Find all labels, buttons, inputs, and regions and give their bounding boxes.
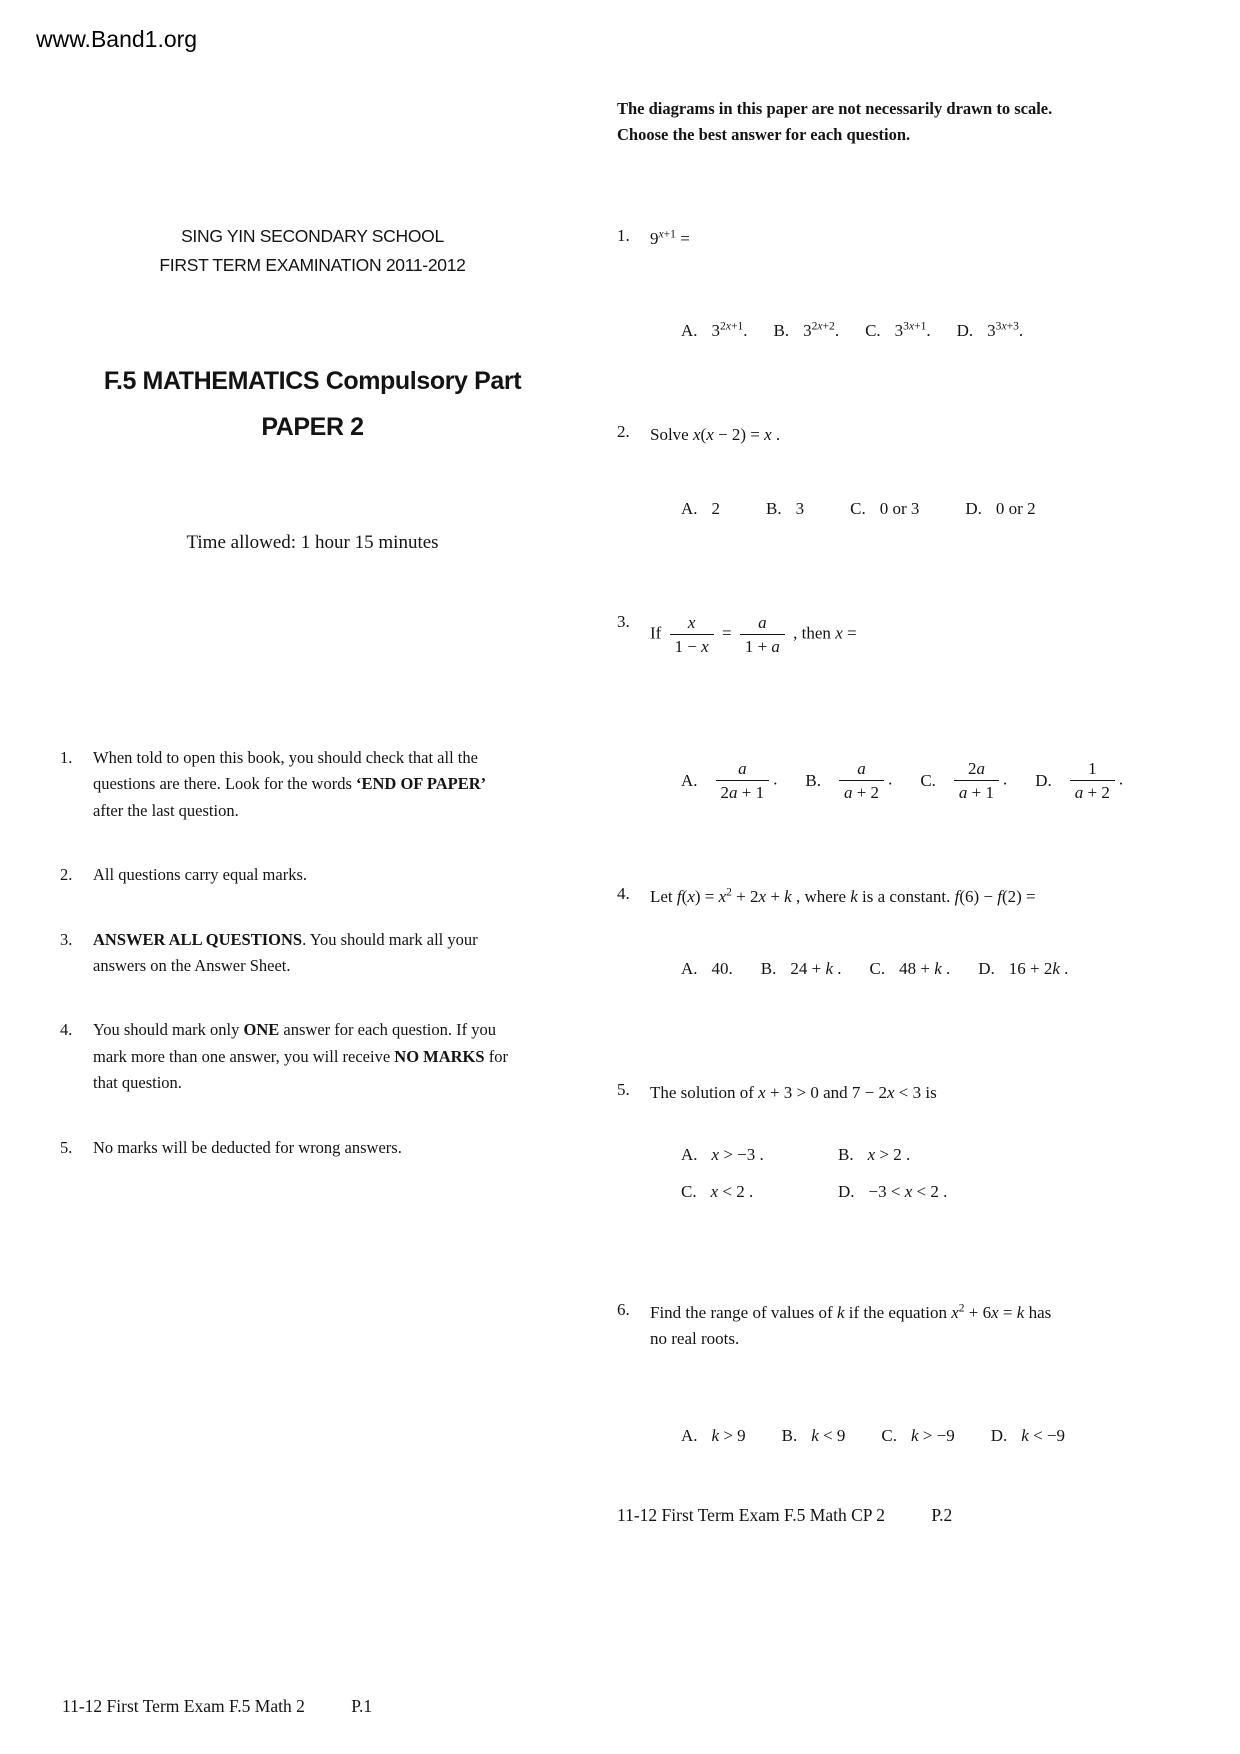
answer-option bbox=[920, 758, 1007, 804]
fraction: $\frac{a}{1 + a}$ bbox=[740, 612, 785, 658]
time-allowed: Time allowed: 1 hour 15 minutes bbox=[186, 532, 439, 553]
option-value: $3^{3x+3}$. bbox=[987, 318, 1024, 340]
instruction-item bbox=[60, 1017, 508, 1096]
option-value: $3^{2x+1}$. bbox=[711, 318, 748, 340]
questions-page-column bbox=[617, 0, 1124, 1754]
option-value: x < 2 . bbox=[710, 1182, 754, 1201]
question-options bbox=[681, 1423, 1117, 1449]
questions-header bbox=[617, 96, 1097, 149]
answer-option bbox=[681, 318, 748, 344]
fraction: $\frac{a}{a + 2}$ bbox=[839, 758, 884, 804]
question-stem: Solve x(x − 2) = x . bbox=[650, 425, 781, 444]
question-options bbox=[681, 1142, 1117, 1205]
paper-title-block bbox=[60, 358, 565, 451]
option-letter: B. bbox=[805, 770, 821, 790]
fraction: $\frac{2a}{a + 1}$ bbox=[954, 758, 999, 804]
school-name: SING YIN SECONDARY SCHOOL bbox=[181, 226, 444, 246]
instructions-list bbox=[60, 745, 508, 1199]
option-letter: B. bbox=[766, 498, 782, 518]
answer-option bbox=[838, 1179, 1117, 1205]
option-value: 48 + k . bbox=[899, 958, 951, 978]
option-letter: B. bbox=[781, 1426, 798, 1445]
answer-option bbox=[870, 956, 951, 982]
option-letter: D. bbox=[965, 498, 982, 518]
instruction-number: 4. bbox=[60, 1020, 73, 1040]
option-letter: D. bbox=[978, 958, 995, 978]
instruction-item bbox=[60, 1135, 508, 1161]
question-stem: Let $f(x) = x^2 + 2x + k$ , where k is a constant. f(6) − f(2) = bbox=[650, 885, 1036, 906]
instruction-text: ANSWER ALL QUESTIONS. You should mark all your answers on the Answer Sheet. bbox=[93, 929, 478, 975]
site-watermark: www.Band1.org bbox=[36, 26, 198, 52]
answer-option bbox=[681, 956, 733, 982]
instruction-item bbox=[60, 862, 508, 888]
instruction-text: When told to open this book, you should check that all the questions are there. Look for the words ‘END OF PAPER’ after the last question. bbox=[93, 748, 487, 820]
question-stem: $9^{x+1}$ = bbox=[650, 227, 690, 248]
option-value: 40. bbox=[711, 958, 733, 978]
footer-page-number: P.2 bbox=[931, 1505, 953, 1525]
question-number: 1. bbox=[617, 226, 630, 245]
option-letter: C. bbox=[850, 498, 866, 518]
question-stem: The solution of x + 3 > 0 and 7 − 2x < 3 is bbox=[650, 1083, 937, 1102]
answer-option bbox=[850, 496, 919, 522]
answer-option bbox=[965, 496, 1035, 522]
question-body bbox=[650, 612, 1123, 803]
question-body bbox=[650, 1300, 1117, 1449]
option-value: $\frac{a}{a + 2}$ . bbox=[835, 758, 892, 804]
answer-option bbox=[957, 318, 1024, 344]
option-letter: A. bbox=[681, 320, 698, 340]
cover-page-column bbox=[60, 0, 565, 1754]
option-letter: B. bbox=[773, 320, 790, 340]
option-value: $3^{2x+2}$. bbox=[803, 318, 840, 340]
option-letter: C. bbox=[865, 320, 881, 340]
option-value: k > 9 bbox=[711, 1426, 746, 1445]
option-letter: D. bbox=[1035, 770, 1052, 790]
option-letter: A. bbox=[681, 958, 698, 978]
instruction-text: All questions carry equal marks. bbox=[93, 865, 307, 885]
option-letter: C. bbox=[920, 770, 936, 790]
question-body bbox=[650, 422, 1117, 521]
footer-doc-label: 11-12 First Term Exam F.5 Math 2 bbox=[62, 1696, 305, 1716]
answer-option bbox=[774, 318, 840, 344]
question-number: 6. bbox=[617, 1300, 630, 1319]
footer-doc-label: 11-12 First Term Exam F.5 Math CP 2 bbox=[617, 1505, 885, 1525]
instruction-number: 2. bbox=[60, 865, 73, 885]
option-letter: A. bbox=[681, 498, 698, 518]
instruction-number: 5. bbox=[60, 1137, 73, 1157]
question-options bbox=[681, 758, 1123, 804]
answer-option bbox=[681, 1142, 838, 1168]
exam-session: FIRST TERM EXAMINATION 2011-2012 bbox=[159, 254, 466, 275]
footer-page-number: P.1 bbox=[351, 1696, 373, 1716]
answer-option bbox=[681, 496, 720, 522]
option-value: $\frac{1}{a + 2}$ . bbox=[1066, 758, 1123, 804]
option-value: $\frac{2a}{a + 1}$ . bbox=[950, 758, 1007, 804]
paper-title: F.5 MATHEMATICS Compulsory Part bbox=[103, 367, 522, 395]
header-scale-note: The diagrams in this paper are not necessarily drawn to scale. bbox=[617, 99, 1053, 118]
question-stem: If $\frac{x}{1 - x}$ = $\frac{a}{1 + a}$ , then x = bbox=[650, 613, 857, 657]
option-letter: D. bbox=[956, 320, 974, 340]
option-value: $\frac{a}{2a + 1}$ . bbox=[712, 758, 778, 804]
question-number: 2. bbox=[617, 422, 630, 441]
option-value: −3 < x < 2 . bbox=[868, 1182, 948, 1201]
answer-option bbox=[681, 1179, 838, 1205]
option-letter: A. bbox=[681, 1144, 698, 1164]
page-footer-left bbox=[62, 1696, 372, 1717]
header-choose-note: Choose the best answer for each question. bbox=[617, 125, 911, 145]
question-body bbox=[650, 884, 1117, 981]
answer-option bbox=[681, 758, 777, 804]
fraction: $\frac{1}{a + 2}$ bbox=[1070, 758, 1115, 804]
option-letter: B. bbox=[760, 958, 777, 978]
question-options bbox=[681, 318, 1117, 344]
question-item bbox=[617, 422, 1117, 521]
option-letter: C. bbox=[869, 958, 886, 978]
fraction: $\frac{x}{1 - x}$ bbox=[670, 612, 714, 658]
option-letter: D. bbox=[838, 1182, 855, 1201]
answer-option bbox=[838, 1142, 1117, 1168]
question-item bbox=[617, 884, 1117, 981]
answer-option bbox=[782, 1423, 846, 1449]
option-value: k < −9 bbox=[1021, 1426, 1065, 1445]
answer-option bbox=[991, 1423, 1065, 1449]
question-options bbox=[681, 956, 1117, 982]
instruction-item bbox=[60, 927, 508, 980]
answer-option bbox=[761, 956, 842, 982]
answer-option bbox=[681, 1423, 746, 1449]
question-item bbox=[617, 1300, 1117, 1449]
option-value: 0 or 3 bbox=[879, 498, 920, 518]
question-item bbox=[617, 1080, 1117, 1205]
option-value: 16 + 2k . bbox=[1008, 958, 1069, 978]
school-header bbox=[60, 222, 565, 280]
option-letter: C. bbox=[681, 1182, 697, 1201]
option-value: $3^{3x+1}$. bbox=[894, 318, 931, 340]
instruction-number: 3. bbox=[60, 929, 73, 949]
answer-option bbox=[978, 956, 1068, 982]
option-letter: A. bbox=[681, 1426, 698, 1445]
question-number: 4. bbox=[617, 884, 630, 903]
question-body bbox=[650, 226, 1117, 343]
instruction-item bbox=[60, 745, 508, 824]
page-footer-right bbox=[617, 1505, 952, 1526]
paper-number: PAPER 2 bbox=[261, 413, 364, 442]
instruction-text: You should mark only ONE answer for each question. If you mark more than one answer, you will receive NO MARKS for that question. bbox=[93, 1020, 508, 1093]
option-value: 3 bbox=[795, 498, 805, 518]
question-number: 3. bbox=[617, 612, 630, 631]
answer-option bbox=[881, 1423, 954, 1449]
answer-option bbox=[766, 496, 804, 522]
option-value: k > −9 bbox=[911, 1426, 955, 1445]
question-item bbox=[617, 226, 1117, 343]
option-value: 24 + k . bbox=[790, 958, 842, 978]
option-letter: B. bbox=[838, 1144, 854, 1164]
option-letter: C. bbox=[881, 1426, 897, 1445]
option-value: x > 2 . bbox=[867, 1144, 911, 1164]
question-item bbox=[617, 612, 1124, 803]
question-stem: Find the range of values of k if the equation $x^2 + 6x = k$ has no real roots. bbox=[650, 1301, 1052, 1348]
option-letter: A. bbox=[681, 770, 698, 790]
question-body bbox=[650, 1080, 1117, 1205]
option-value: 2 bbox=[711, 498, 721, 518]
answer-option bbox=[1035, 758, 1123, 804]
question-options bbox=[681, 496, 1117, 522]
option-letter: D. bbox=[990, 1426, 1008, 1445]
fraction: $\frac{a}{2a + 1}$ bbox=[716, 758, 770, 804]
instruction-number: 1. bbox=[60, 748, 73, 767]
instruction-text: No marks will be deducted for wrong answers. bbox=[93, 1137, 402, 1157]
option-value: x > −3 . bbox=[711, 1144, 764, 1164]
option-value: 0 or 2 bbox=[995, 498, 1036, 518]
option-value: k < 9 bbox=[811, 1426, 846, 1445]
question-number: 5. bbox=[617, 1080, 630, 1099]
answer-option bbox=[865, 318, 931, 344]
answer-option bbox=[805, 758, 892, 804]
